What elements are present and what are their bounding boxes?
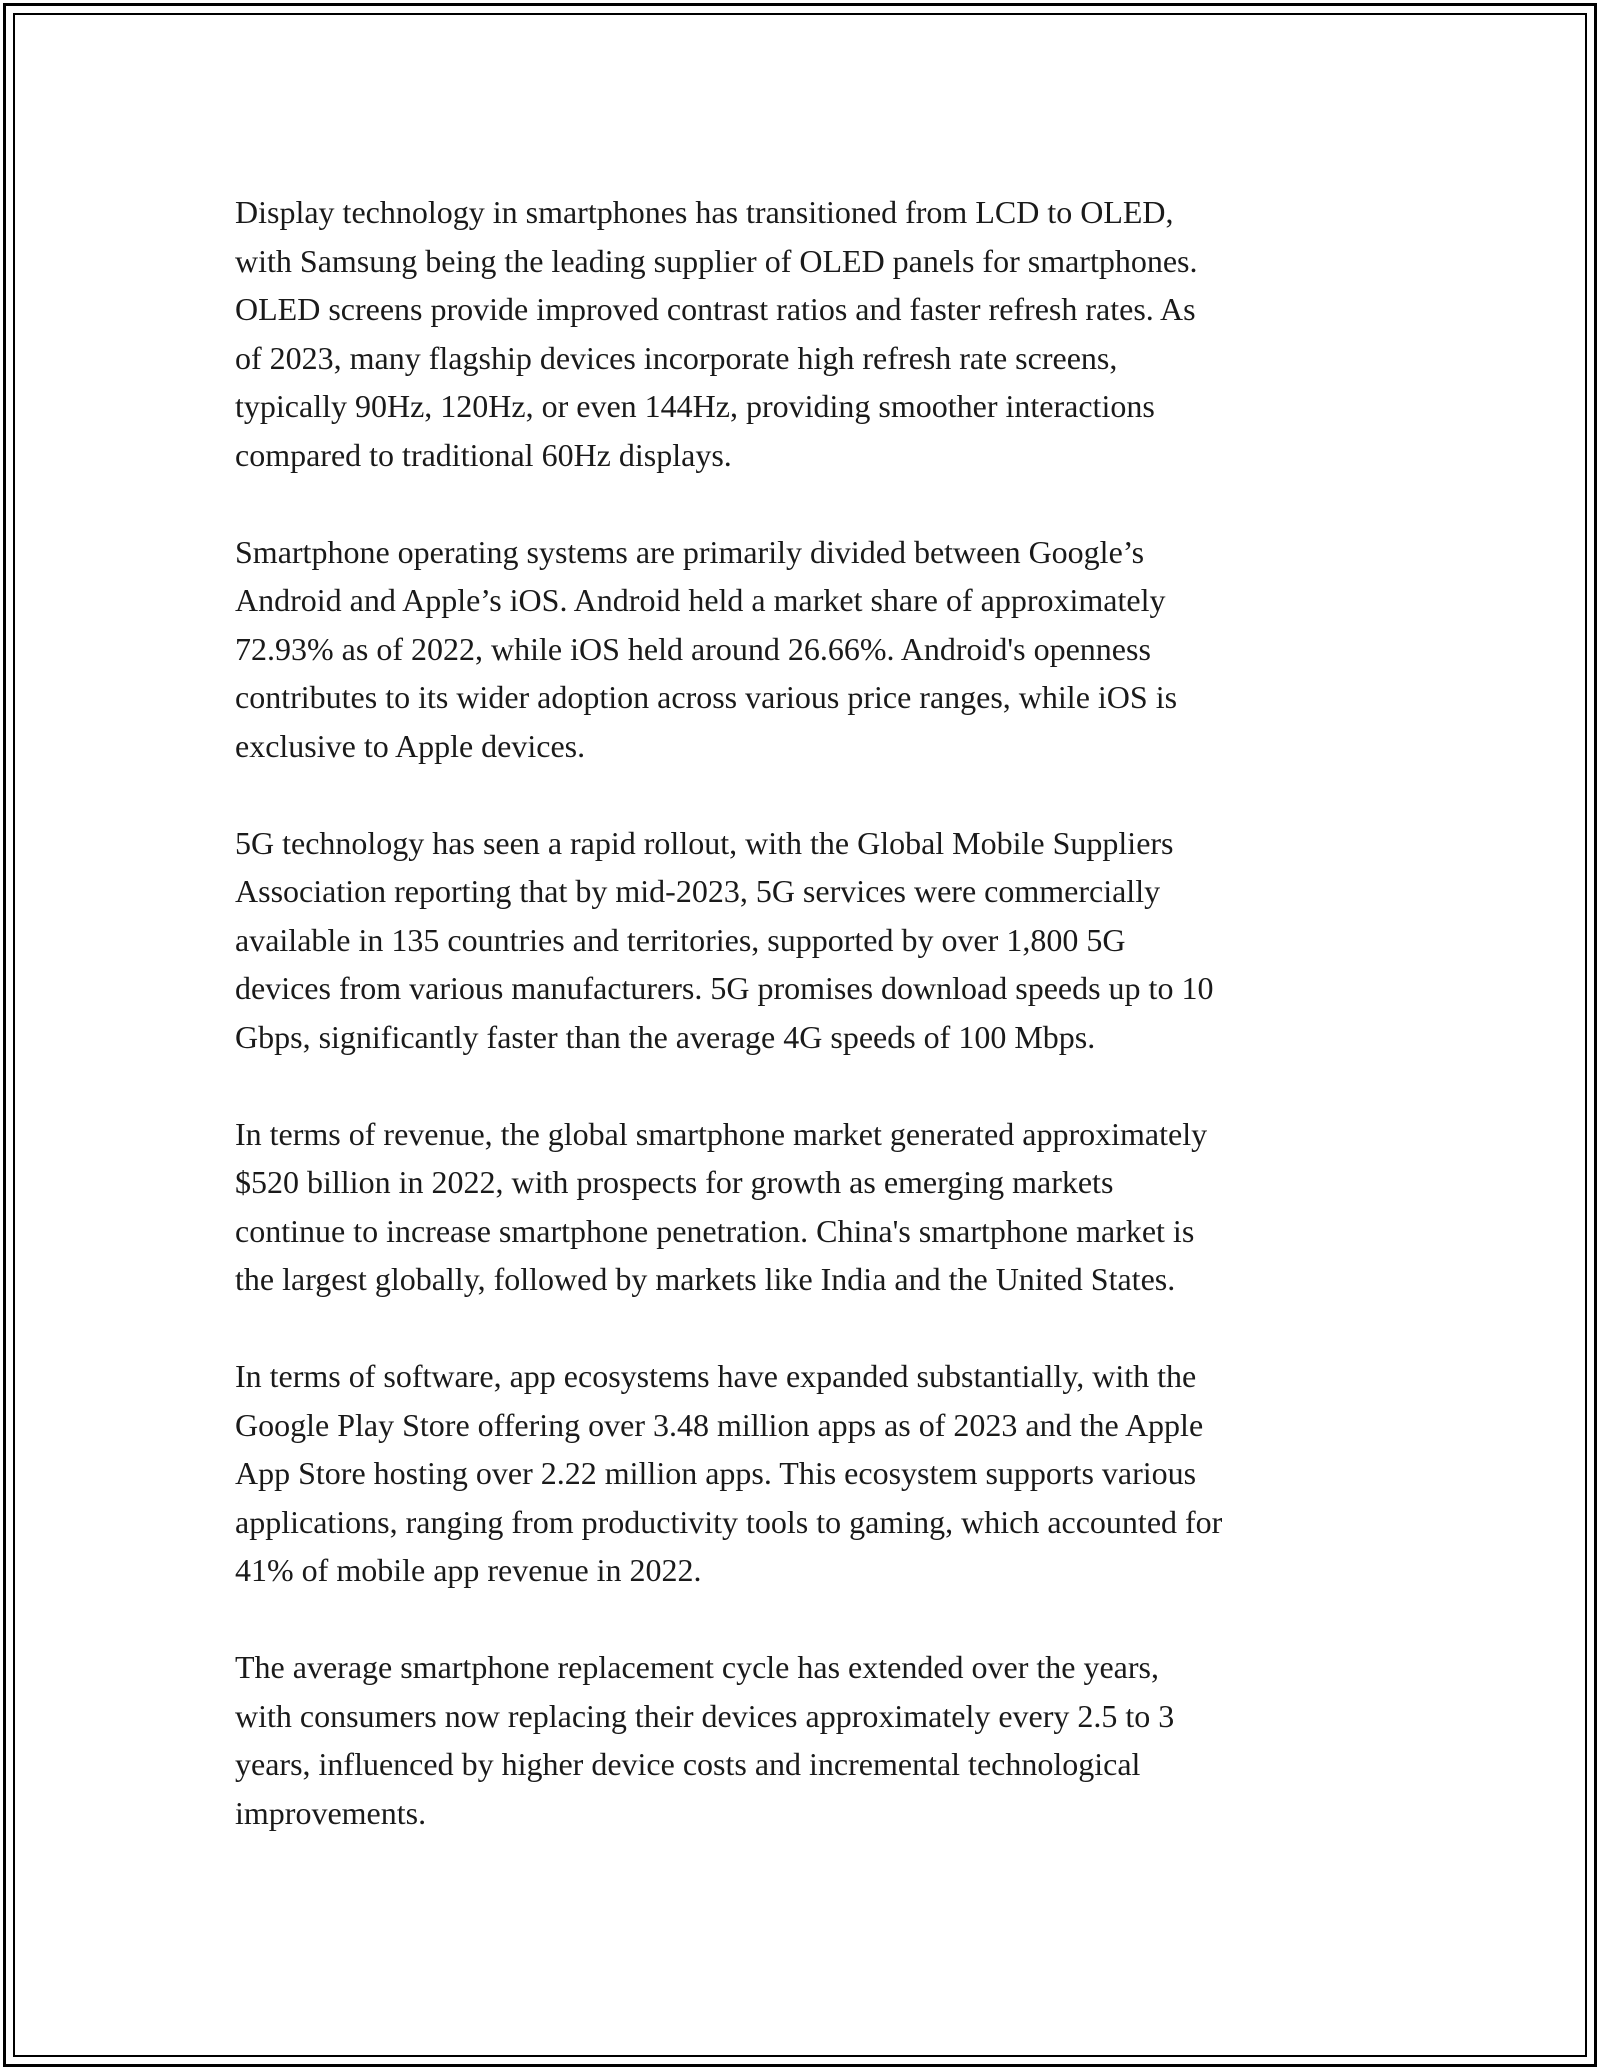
text-line: contributes to its wider adoption across various price ranges, while iOS is [235, 679, 1178, 715]
text-line: compared to traditional 60Hz displays. [235, 436, 732, 473]
text-line: 72.93% as of 2022, while iOS held around 26.66%. Android's openness [235, 630, 1151, 667]
text-line: years, influenced by higher device costs and incremental technological [235, 1746, 1141, 1782]
text-line: Association reporting that by mid-2023, 5G services were commercially [235, 873, 1161, 909]
text-line: In terms of software, app ecosystems have expanded substantially, with the [235, 1358, 1197, 1394]
text-line: Android and Apple’s iOS. Android held a market share of approximately [235, 582, 1166, 618]
text-line: App Store hosting over 2.22 million apps. This ecosystem supports various [235, 1455, 1197, 1491]
text-line: exclusive to Apple devices. [235, 727, 586, 764]
paragraph-5g-technology [235, 819, 1375, 1062]
text-line: the largest globally, followed by markets like India and the United States. [235, 1261, 1176, 1297]
text-line: Gbps, significantly faster than the average 4G speeds of 100 Mbps. [235, 1018, 1096, 1055]
text-line: improvements. [235, 1794, 427, 1831]
paragraph-display-technology [235, 188, 1375, 479]
text-line: Display technology in smartphones has transitioned from LCD to OLED, [235, 194, 1174, 230]
text-line: with consumers now replacing their devices approximately every 2.5 to 3 [235, 1697, 1175, 1734]
text-line: In terms of revenue, the global smartphone market generated approximately [235, 1115, 1208, 1152]
text-line: with Samsung being the leading supplier of OLED panels for smartphones. [235, 242, 1198, 279]
text-line: 41% of mobile app revenue in 2022. [235, 1552, 702, 1588]
text-line: Smartphone operating systems are primarily divided between Google’s [235, 533, 1145, 570]
text-line: of 2023, many flagship devices incorporate high refresh rate screens, [235, 339, 1118, 376]
paragraph-app-ecosystems [235, 1352, 1375, 1595]
document-body [235, 188, 1375, 1886]
text-line: devices from various manufacturers. 5G promises download speeds up to 10 [235, 970, 1214, 1006]
paragraph-replacement-cycle [235, 1643, 1375, 1837]
paragraph-operating-systems [235, 528, 1375, 771]
text-line: Google Play Store offering over 3.48 million apps as of 2023 and the Apple [235, 1406, 1204, 1443]
text-line: continue to increase smartphone penetration. China's smartphone market is [235, 1212, 1195, 1249]
paragraph-revenue [235, 1110, 1375, 1304]
text-line: $520 billion in 2022, with prospects for growth as emerging markets [235, 1164, 1114, 1200]
text-line: OLED screens provide improved contrast ratios and faster refresh rates. As [235, 291, 1196, 327]
text-line: 5G technology has seen a rapid rollout, with the Global Mobile Suppliers [235, 824, 1174, 861]
text-line: applications, ranging from productivity tools to gaming, which accounted for [235, 1503, 1223, 1540]
text-line: typically 90Hz, 120Hz, or even 144Hz, providing smoother interactions [235, 388, 1155, 424]
text-line: available in 135 countries and territories, supported by over 1,800 5G [235, 921, 1126, 958]
text-line: The average smartphone replacement cycle has extended over the years, [235, 1649, 1159, 1685]
